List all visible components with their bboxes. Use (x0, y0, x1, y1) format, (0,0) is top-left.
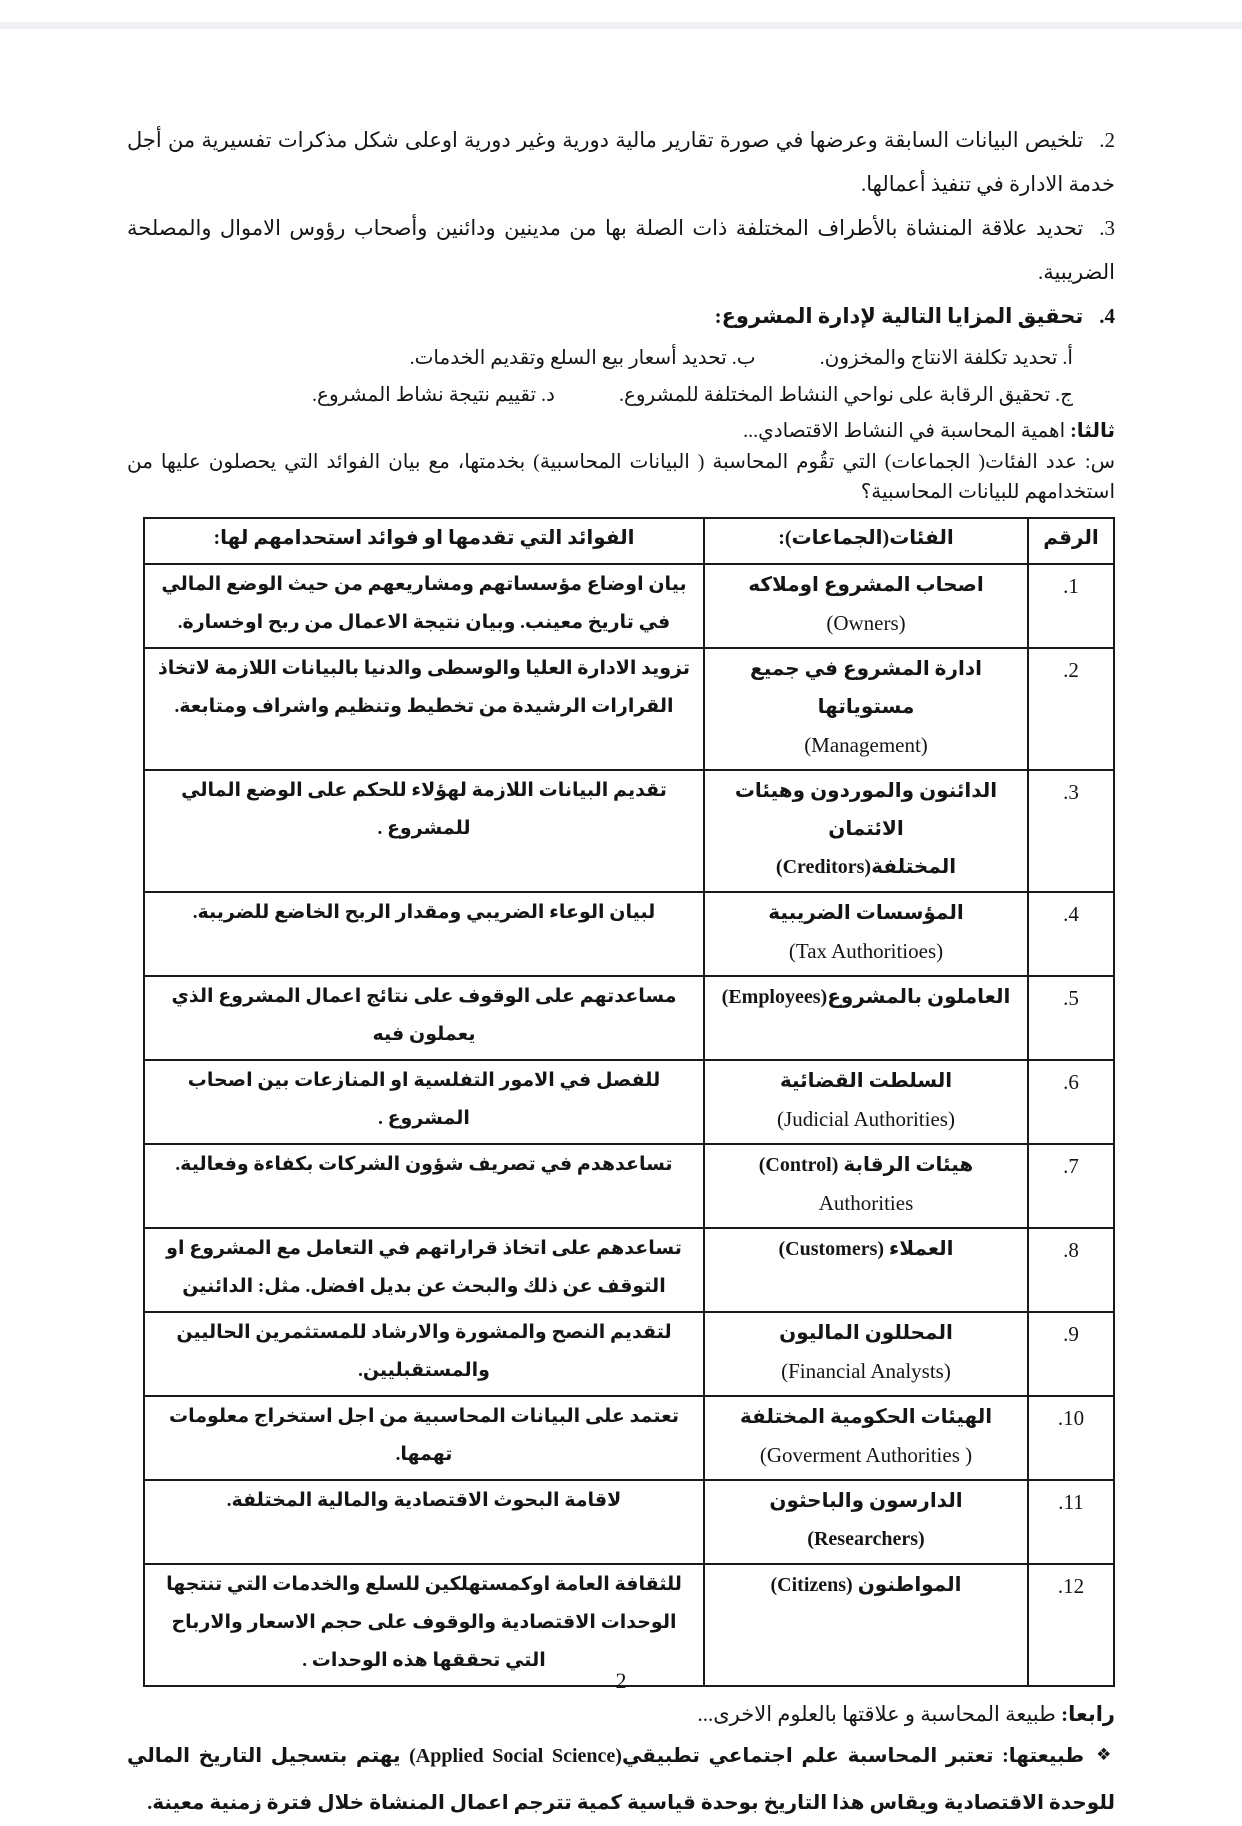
list-item-2 (127, 118, 1115, 206)
category-cell (704, 1312, 1028, 1396)
category-arabic-name: المحللون الماليون (779, 1322, 953, 1344)
table-row (144, 564, 1114, 648)
item-text: تلخيص البيانات السابقة وعرضها في صورة تقارير مالية دورية وغير دورية اوعلى شكل مذكرات تفسيرية من أجل خدمة الادارة في تنفيذ أعمالها. (127, 128, 1115, 196)
row-number-cell: .12 (1028, 1564, 1114, 1686)
row-number-cell: .7 (1028, 1144, 1114, 1228)
category-arabic-name: هيئات الرقابة (Control) (758, 1154, 974, 1176)
category-cell (704, 1480, 1028, 1564)
benefits-cell: لاقامة البحوث الاقتصادية والمالية المختلفة. (144, 1480, 704, 1564)
benefits-cell: لتقديم النصح والمشورة والارشاد للمستثمرين الحاليين والمستقبليين. (144, 1312, 704, 1396)
category-english-name: (Judicial Authorities) (777, 1107, 955, 1131)
item-text: تحقيق المزايا التالية لإدارة المشروع: (714, 304, 1084, 328)
benefits-cell: تساعدهدم في تصريف شؤون الشركات بكفاءة وفعالية. (144, 1144, 704, 1228)
category-arabic-name: الدائنون والموردون وهيئات الائتمان (734, 780, 998, 840)
benefits-cell: تزويد الادارة العليا والوسطى والدنيا بالبيانات اللازمة لاتخاذ القرارات الرشيدة من تخطيط وتنظيم واشراف ومتابعة. (144, 648, 704, 770)
row-number-cell: .6 (1028, 1060, 1114, 1144)
groups-benefits-table (143, 517, 1115, 1687)
list-item-4 (127, 294, 1115, 338)
category-arabic-name: اصحاب المشروع اوملاكه (748, 574, 984, 596)
item-marker: 2. (1099, 128, 1115, 152)
item-marker: 3. (1099, 216, 1115, 240)
item-text: تحديد علاقة المنشاة بالأطراف المختلفة ذات الصلة بها من مدينين ودائنين وأصحاب رؤوس الاموال والمصلحة الضريبية. (127, 216, 1115, 284)
sub-point-b: ب. تحديد أسعار بيع السلع وتقديم الخدمات. (409, 347, 756, 369)
category-arabic-name: ادارة المشروع في جميع مستوياتها (750, 658, 982, 718)
advantages-sublist (127, 340, 1115, 414)
row-number-cell: .8 (1028, 1228, 1114, 1312)
section-text: اهمية المحاسبة في النشاط الاقتصادي... (743, 420, 1066, 442)
table-row (144, 976, 1114, 1060)
category-cell (704, 1228, 1028, 1312)
row-number-cell: .3 (1028, 770, 1114, 892)
row-number-cell: .2 (1028, 648, 1114, 770)
list-item-3 (127, 206, 1115, 294)
table-header-row (144, 518, 1114, 564)
category-cell (704, 564, 1028, 648)
header-number: الرقم (1028, 518, 1114, 564)
header-category: الفئات(الجماعات): (704, 518, 1028, 564)
sub-point-a: أ. تحديد تكلفة الانتاج والمخزون. (819, 347, 1073, 369)
category-cell (704, 892, 1028, 976)
category-english-name: (Financial Analysts) (781, 1359, 951, 1383)
category-english-name: (Goverment Authorities ) (759, 1443, 973, 1467)
nature-text: تعتبر المحاسبة علم اجتماعي تطبيقي(Applied Social Science) يهتم بتسجيل التاريخ المالي للوحدة الاقتصادية ويقاس هذا التاريخ بوحدة قياسية كمية تترجم اعمال المنشاة خلال فترة زمنية معينة. (127, 1745, 1115, 1814)
sub-point-d: د. تقييم نتيجة نشاط المشروع. (312, 384, 555, 406)
table-row (144, 1060, 1114, 1144)
category-cell (704, 648, 1028, 770)
nature-note (127, 1733, 1115, 1826)
nature-label: طبيعتها: (1002, 1745, 1085, 1767)
groups-table-body (144, 564, 1114, 1686)
category-cell (704, 1396, 1028, 1480)
benefits-cell: مساعدتهم على الوقوف على نتائج اعمال المشروع الذي يعملون فيه (144, 976, 704, 1060)
category-cell (704, 976, 1028, 1060)
category-english-name: Authorities (818, 1191, 914, 1215)
category-cell (704, 1060, 1028, 1144)
benefits-cell: تعتمد على البيانات المحاسبية من اجل استخراج معلومات تهمها. (144, 1396, 704, 1480)
section-three-heading (127, 416, 1115, 447)
table-row (144, 648, 1114, 770)
benefits-cell: تساعدهم على اتخاذ قراراتهم في التعامل مع المشروع او التوقف عن ذلك والبحث عن بديل افضل. مثل: الدائنين (144, 1228, 704, 1312)
intro-list (127, 118, 1115, 338)
category-arabic-name: العاملون بالمشروع(Employees) (721, 986, 1011, 1008)
row-number-cell: .5 (1028, 976, 1114, 1060)
category-english-name: (Owners) (826, 611, 906, 635)
category-arabic-name: الهيئات الحكومية المختلفة (739, 1406, 993, 1428)
benefits-cell: للثقافة العامة اوكمستهلكين للسلع والخدمات التي تنتجها الوحدات الاقتصادية والوقوف على حجم الاسعار والارباح التي تحققها هذه الوحدات . (144, 1564, 704, 1686)
diamond-bullet-icon: ❖ (1096, 1745, 1115, 1764)
table-row (144, 892, 1114, 976)
category-arabic-name: المواطنون (Citizens) (770, 1574, 962, 1596)
sub-point-c: ج. تحقيق الرقابة على نواحي النشاط المختلفة للمشروع. (618, 384, 1073, 406)
header-benefits: الفوائد التي تقدمها او فوائد استحدامهم لها: (144, 518, 704, 564)
table-row (144, 1228, 1114, 1312)
category-arabic-name: المختلفة(Creditors) (775, 856, 957, 878)
row-number-cell: .4 (1028, 892, 1114, 976)
category-arabic-name: العملاء (Customers) (778, 1238, 954, 1260)
table-row (144, 1312, 1114, 1396)
category-arabic-name: المؤسسات الضريبية (768, 902, 964, 924)
section-four-heading (127, 1697, 1115, 1731)
row-number-cell: .11 (1028, 1480, 1114, 1564)
section-label: ثالثا: (1070, 420, 1115, 442)
category-english-name: (Management) (804, 733, 928, 757)
sub-line-c-d (127, 377, 1073, 414)
benefits-cell: بيان اوضاع مؤسساتهم ومشاريعهم من حيث الوضع المالي في تاريخ معينب. وبيان نتيجة الاعمال من ربح اوخسارة. (144, 564, 704, 648)
row-number-cell: .9 (1028, 1312, 1114, 1396)
item-marker: 4. (1099, 304, 1115, 328)
table-row (144, 1396, 1114, 1480)
category-arabic-name: السلطت القضائية (779, 1070, 953, 1092)
row-number-cell: .10 (1028, 1396, 1114, 1480)
category-cell (704, 1144, 1028, 1228)
benefits-cell: للفصل في الامور التفلسية او المنازعات بين اصحاب المشروع . (144, 1060, 704, 1144)
page-number: 2 (615, 1668, 627, 1693)
category-arabic-name: الدارسون والباحثون (Researchers) (769, 1490, 963, 1550)
category-english-name: (Tax Authoritioes) (788, 939, 944, 963)
section-label: رابعا: (1061, 1702, 1115, 1726)
section-text: طبيعة المحاسبة و علاقتها بالعلوم الاخرى... (697, 1702, 1056, 1726)
benefits-cell: تقديم البيانات اللازمة لهؤلاء للحكم على الوضع المالي للمشروع . (144, 770, 704, 892)
table-row (144, 1144, 1114, 1228)
benefits-cell: لبيان الوعاء الضريبي ومقدار الربح الخاضع للضريبة. (144, 892, 704, 976)
category-cell (704, 770, 1028, 892)
question-paragraph: س: عدد الفئات( الجماعات) التي تقُوم المحاسبة ( البيانات المحاسبية) بخدمتها، مع بيان الفوائد التي يحصلون عليها من استخدامهم للبيانات المحاسبية؟ (127, 451, 1115, 503)
page-content (127, 0, 1115, 1826)
table-row (144, 770, 1114, 892)
row-number-cell: .1 (1028, 564, 1114, 648)
sub-line-a-b (127, 340, 1073, 377)
table-row (144, 1480, 1114, 1564)
